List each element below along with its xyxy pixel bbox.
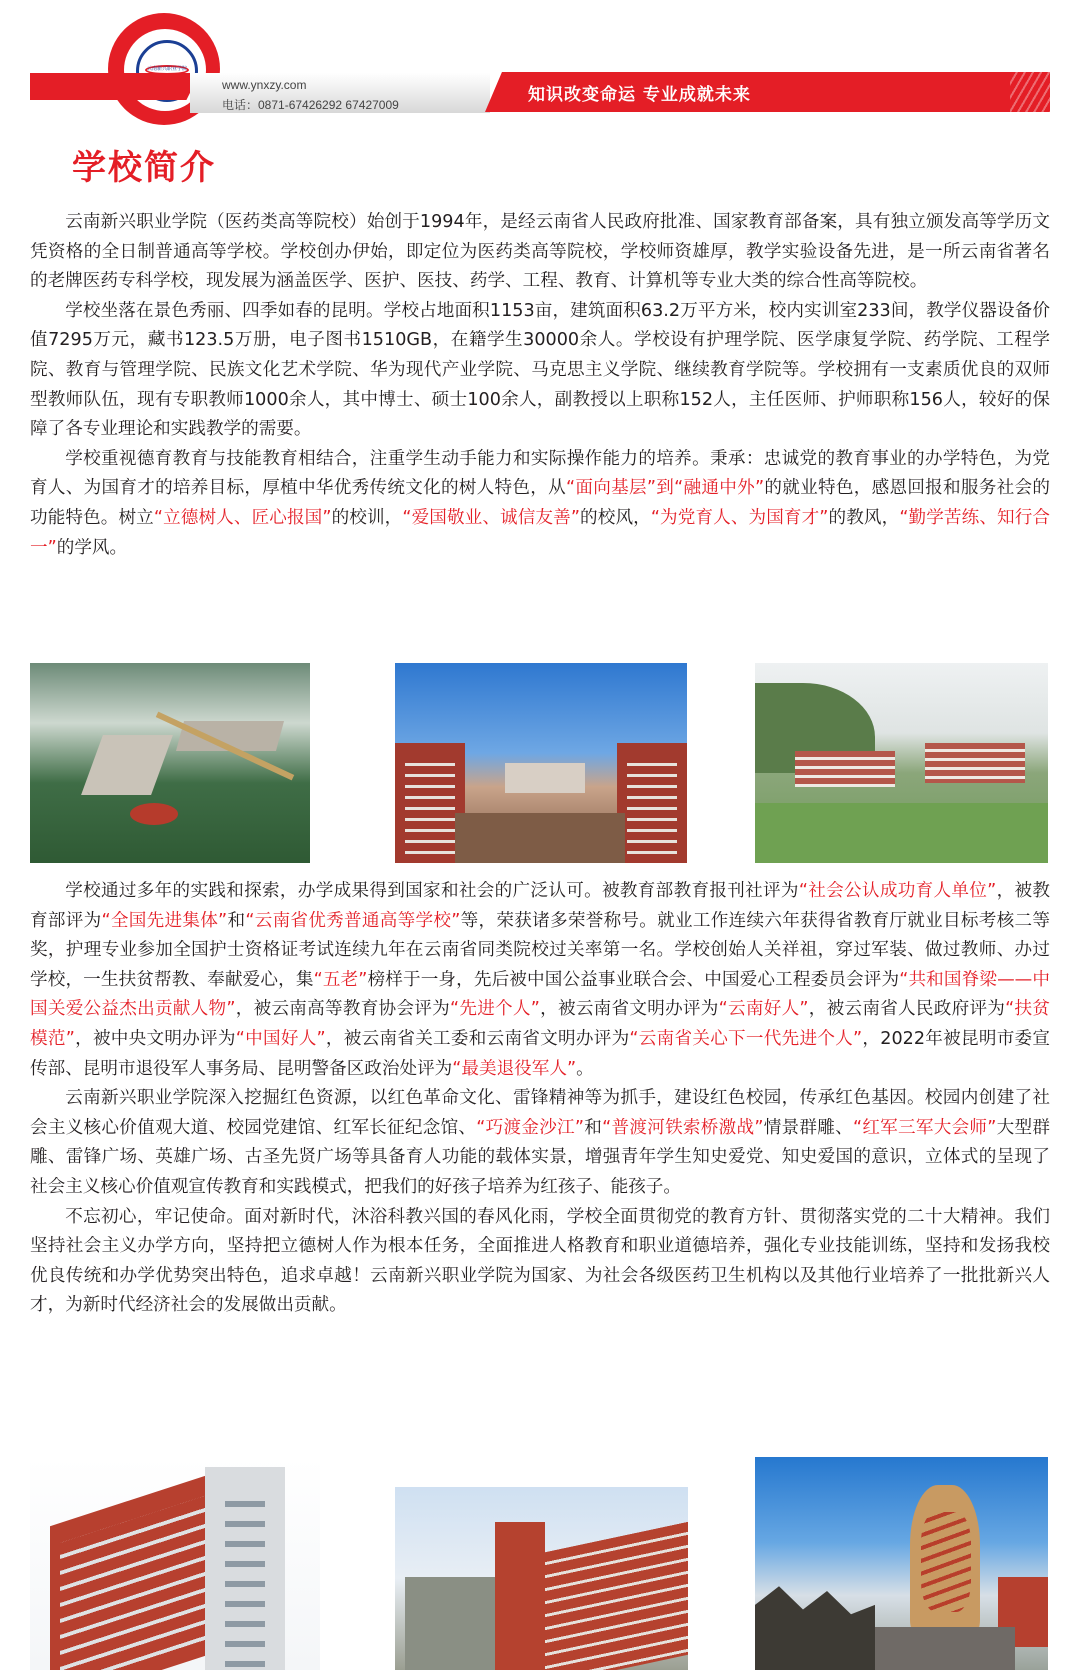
highlight-sculpture: “普渡河铁索桥激战” (602, 1117, 764, 1138)
paragraph-text: 榜样于一身，先后被中国公益事业联合会、中国爱心工程委员会评为 (367, 969, 900, 990)
highlight-honor: “共和国脊梁——中国关爱公益杰出贡献人物” (30, 969, 1050, 1020)
paragraph-text: 和 (227, 910, 246, 931)
highlight-honor: “五老” (313, 969, 368, 990)
paragraph-text: ，2022年被昆明市委宣传部、昆明市退役军人事务局、昆明警备区政治处评为 (30, 1028, 1050, 1079)
paragraph-text: 大型群雕、雷锋广场、英雄广场、古圣先贤广场等具备育人功能的载体实景，增强青年学生知史爱党、知史爱国的意识，立体式的呈现了社会主义核心价值观宣传教育和实践模式，把我们的好孩子培养为红孩子、能孩子。 (30, 1117, 1050, 1197)
campus-render-photo (755, 663, 1048, 863)
paragraph-text: 学校通过多年的实践和探索，办学成果得到国家和社会的广泛认可。被教育部教育报刊社评为 (65, 881, 799, 901)
page-header (0, 0, 1080, 150)
paragraph-text: 的教风， (828, 507, 900, 528)
paragraph-text: 学校重视德育教育与技能教育相结合，注重学生动手能力和实际操作能力的培养。秉承：忠诚党的教育事业的办学特色，为党育人、为国育才的培养目标，厚植中华优秀传统文化的树人特色，从 (30, 448, 1050, 499)
school-logo-text: 云南新兴职业学院 (146, 66, 187, 72)
highlight-honor: “先进个人” (449, 999, 540, 1020)
achievements-section (30, 877, 1050, 1321)
paragraph-text: ，被教育部评为 (30, 881, 1050, 931)
school-slogan: 知识改变命运 专业成就未来 (528, 85, 751, 105)
website-url[interactable]: www.ynxzy.com (222, 78, 307, 92)
campus-aerial-photo (30, 663, 310, 863)
paragraph-text: ，被云南省关工委和云南省文明办评为 (325, 1028, 630, 1049)
intro-paragraph-facilities (30, 297, 1050, 445)
mission-paragraph (30, 1203, 1050, 1321)
highlight-phrase: “面向基层”到“融通中外” (566, 478, 765, 499)
paragraph-text: 的就业特色，感恩回报和服务社会的功能特色。树立 (30, 478, 1050, 528)
banner-stripes-decoration (1010, 72, 1050, 112)
paragraph-text: 云南新兴职业学院深入挖掘红色资源，以红色革命文化、雷锋精神等为抓手，建设红色校园，传承红色基因。校园内创建了社会主义核心价值观大道、校园党建馆、红军长征纪念馆、 (30, 1088, 1050, 1138)
highlight-honor: “社会公认成功育人单位” (798, 881, 997, 901)
achievements-paragraph (30, 877, 1050, 1084)
highlight-school-spirit: “爱国敬业、诚信友善” (402, 507, 580, 528)
highlight-honor: “全国先进集体” (101, 910, 228, 931)
paragraph-text: 。 (576, 1058, 594, 1079)
intro-section (30, 208, 1050, 563)
paragraph-text: 学校坐落在景色秀丽、四季如春的昆明。学校占地面积1153亩，建筑面积63.2万平方米，校内实训室233间，教学仪器设备价值7295万元，藏书123.5万册，电子图书1510GB，在籍学生30000余人。学校设有护理学院、医学康复学院、药学院、工程学院、教育与管理学院、民族文化艺术学院、华为现代产业学院、马克思主义学院、继续教育学院等。学校拥有一支素质优良的双师型教师队伍，现有专职教师1000余人，其中博士、硕士100余人，副教授以上职称152人，主任医师、护师职称156人，较好的保障了各专业理论和实践教学的需要。 (30, 300, 1050, 440)
jinsha-monument-photo (755, 1457, 1048, 1670)
intro-paragraph-history (30, 208, 1050, 297)
highlight-honor: “最美退役军人” (452, 1058, 577, 1079)
highlight-teaching-style: “为党育人、为国育才” (650, 507, 829, 528)
campus-square-photo (395, 663, 687, 863)
highlight-honor: “云南省关心下一代先进个人” (629, 1028, 863, 1049)
highlight-honor: “扶贫模范” (30, 999, 1050, 1049)
highlight-sculpture: “巧渡金沙江” (476, 1117, 585, 1138)
header-banner-left (30, 73, 200, 100)
paragraph-text: ，被云南高等教育协会评为 (235, 999, 450, 1020)
paragraph-text: ，被云南省人民政府评为 (808, 999, 1006, 1020)
red-culture-paragraph (30, 1084, 1050, 1202)
teaching-building-photo (30, 1457, 320, 1670)
paragraph-text: ，被云南省文明办评为 (539, 999, 719, 1020)
paragraph-text: 的校风， (579, 507, 651, 528)
highlight-honor: “中国好人” (235, 1028, 326, 1049)
highlight-study-style: “勤学苦练、知行合一” (30, 507, 1051, 558)
highlight-school-motto: “立德树人、匠心报国” (153, 507, 332, 528)
paragraph-text: ，被中央文明办评为 (74, 1028, 236, 1049)
paragraph-text: 等，荣获诸多荣誉称号。就业工作连续六年获得省教育厅就业目标考核二等奖，护理专业参加全国护士资格证考试连续九年在云南省同类院校过关率第一名。学校创始人关祥祖，穿过军装、做过教师、办过学校，一生扶贫帮教、奉献爱心，集 (30, 910, 1050, 990)
paragraph-text: 和 (584, 1117, 603, 1138)
paragraph-text: 的学风。 (56, 537, 128, 558)
highlight-honor: “云南好人” (718, 999, 809, 1020)
campus-building-photo (395, 1487, 688, 1670)
paragraph-text: 的校训， (331, 507, 403, 528)
paragraph-text: 云南新兴职业学院（医药类高等院校）始创于1994年，是经云南省人民政府批准、国家教育部备案，具有独立颁发高等学历文凭资格的全日制普通高等学校。学校创办伊始，即定位为医药类高等院校，学校师资雄厚，教学实验设备先进，是一所云南省著名的老牌医药专科学校，现发展为涵盖医学、医护、医技、药学、工程、教育、计算机等专业大类的综合性高等院校。 (30, 212, 1050, 292)
highlight-honor: “云南省优秀普通高等学校” (245, 910, 461, 931)
highlight-sculpture: “红军三军大会师” (852, 1117, 997, 1138)
paragraph-text: 情景群雕、 (763, 1117, 853, 1138)
intro-paragraph-moral-education (30, 445, 1050, 563)
page-title: 学校简介 (72, 148, 216, 188)
contact-phone: 电话：0871-67426292 67427009 (222, 98, 399, 112)
paragraph-text: 不忘初心，牢记使命。面对新时代，沐浴科教兴国的春风化雨，学校全面贯彻党的教育方针、贯彻落实党的二十大精神。我们坚持社会主义办学方向，坚持把立德树人作为根本任务，全面推进人格教育和职业道德培养，强化专业技能训练，坚持和发扬我校优良传统和办学优势突出特色，追求卓越！云南新兴职业学院为国家、为社会各级医药卫生机构以及其他行业培养了一批批新兴人才，为新时代经济社会的发展做出贡献。 (30, 1206, 1050, 1316)
